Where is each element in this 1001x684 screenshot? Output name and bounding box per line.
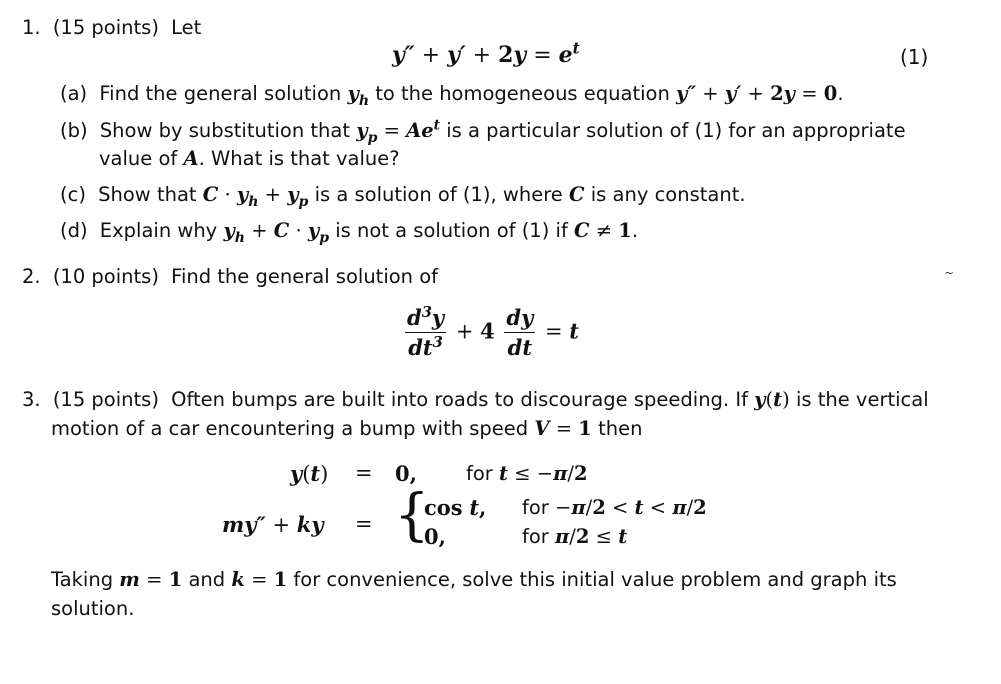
problem-1d [60, 219, 639, 246]
problem-2-number: 2. [22, 265, 41, 288]
piecewise-row1-eq: = [355, 461, 373, 485]
homogeneous-equation: y″ + y′ + 2y = 0 [676, 82, 838, 105]
left-brace: { [394, 483, 430, 548]
problem-3-points: (15 points) [52, 388, 159, 411]
piecewise-row1-cond [466, 462, 588, 485]
c-yh-plus-yp: $C \cdot y_h + y_p$ [202, 183, 309, 210]
problem-3-closing-line2: solution. [51, 597, 135, 620]
problem-3-number: 3. [22, 388, 41, 411]
part-a-text: Find the general solution [99, 82, 342, 105]
problem-1-number: 1. [22, 16, 41, 39]
for-label-3: for [522, 525, 549, 548]
part-b-label: (b) [60, 119, 88, 142]
part-c-text: Show that [98, 183, 197, 206]
part-d-label: (d) [60, 219, 88, 242]
m-equals-1: m = 1 [119, 568, 183, 591]
problem-3-text-4: then [598, 417, 643, 440]
part-a-label: (a) [60, 82, 88, 105]
speed-v-equals-1: V = 1 [534, 417, 592, 440]
piecewise-case2-cond [522, 525, 627, 548]
part-d-text-2: is not a solution of (1) if [335, 219, 568, 242]
problem-1c [60, 183, 746, 210]
problem-3-closing-line1 [51, 568, 897, 591]
problem-1-points: (15 points) [52, 16, 159, 39]
problem-2-heading [22, 265, 438, 288]
piecewise-row1-rhs: 0, [395, 461, 417, 486]
problem-1b-line2 [99, 147, 400, 170]
for-label-2: for [522, 496, 549, 519]
part-a-end: . [837, 82, 844, 105]
condition-3: π/2 ≤ t [555, 525, 628, 548]
problem-1a [60, 82, 844, 109]
part-c-text-2: is a solution of (1), where [314, 183, 563, 206]
c-not-equal-1: C ≠ 1 [574, 219, 632, 242]
for-label-1: for [466, 462, 493, 485]
piecewise-row2-eq: = [355, 512, 373, 536]
part-d-text: Explain why [99, 219, 218, 242]
part-d-end: . [631, 219, 639, 242]
problem-1b [60, 117, 906, 146]
part-b-text-4: . What is that value? [198, 147, 400, 170]
problem-3-line2 [51, 417, 642, 440]
part-b-text-3: value of [99, 147, 178, 170]
fraction-dy-dt: $\frac{dy}{dt}$ [506, 305, 534, 360]
closing-text-2: and [188, 568, 226, 591]
piecewise-case1-cond [522, 496, 707, 519]
problem-3-text-3: motion of a car encountering a bump with speed [51, 417, 529, 440]
a-symbol: A [183, 147, 199, 170]
problem-3-text: Often bumps are built into roads to discourage speeding. If [171, 388, 748, 411]
part-b-text: Show by substitution that [99, 119, 351, 142]
yp-formula: $y_p = Ae^t$ [356, 117, 440, 146]
y-of-t: y(t) [754, 388, 790, 411]
k-equals-1: k = 1 [231, 568, 288, 591]
part-c-label: (c) [60, 183, 86, 206]
c-symbol: C [569, 183, 585, 206]
yh-plus-c-yp: $y_h + C \cdot y_p$ [223, 219, 330, 246]
part-b-text-2: is a particular solution of (1) for an appropriate [446, 119, 906, 142]
piecewise-case1: cos t, [424, 495, 487, 520]
problem-2-text: Find the general solution of [171, 265, 439, 288]
problem-3-line1 [22, 388, 929, 411]
equation-1: $y'' + y' + 2y = e^t$ [392, 39, 580, 68]
fraction-d3y-dt3: $\frac{d^3y}{dt^3}$ [407, 304, 445, 360]
part-c-text-3: is any constant. [590, 183, 746, 206]
closing-text-3: for convenience, solve this initial value problem and graph its [293, 568, 897, 591]
stray-mark: ~ [944, 266, 955, 280]
piecewise-case2: 0, [424, 524, 446, 549]
closing-text-1: Taking [51, 568, 114, 591]
problem-3-text-2: is the vertical [795, 388, 929, 411]
part-a-text-2: to the homogeneous equation [375, 82, 670, 105]
problem-2-points: (10 points) [52, 265, 159, 288]
condition-1: t ≤ −π/2 [499, 462, 588, 485]
piecewise-row1-lhs: y(t) [290, 461, 329, 486]
equation-2: $\frac{d^3y}{dt^3}$ + 4 $\frac{dy}{dt}$ = t [407, 304, 579, 360]
problem-1-intro: Let [171, 16, 202, 39]
problem-1-heading [22, 16, 201, 39]
condition-2: −π/2 < t < π/2 [555, 496, 707, 519]
yh-symbol: $y_h$ [347, 82, 370, 109]
piecewise-row2-lhs: my″ + ky [222, 512, 324, 537]
equation-1-label: (1) [900, 45, 929, 69]
